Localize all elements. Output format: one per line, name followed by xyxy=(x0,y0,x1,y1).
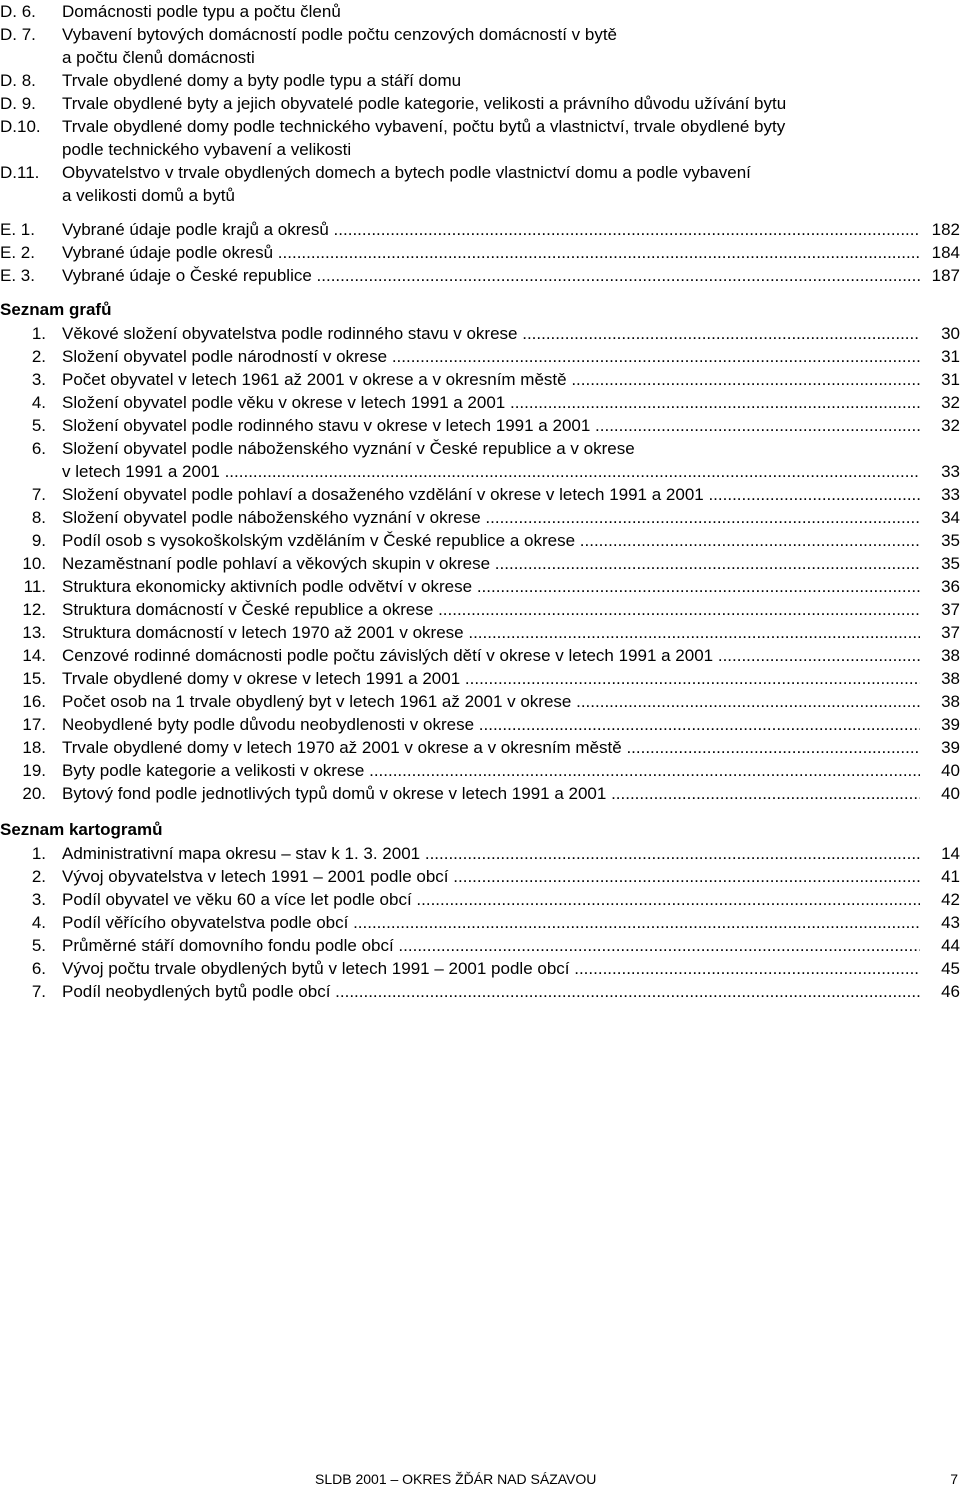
list-item xyxy=(0,911,960,934)
list-item xyxy=(0,759,960,782)
item-page: 38 xyxy=(941,669,960,688)
item-page: 31 xyxy=(941,347,960,366)
item-page: 184 xyxy=(931,243,960,262)
table-list-grafy xyxy=(0,322,960,805)
list-item xyxy=(0,0,960,23)
item-number: E. 2. xyxy=(0,243,35,262)
list-item xyxy=(0,218,960,241)
item-page: 32 xyxy=(941,416,960,435)
item-number: 20. xyxy=(22,784,46,803)
item-number: 5. xyxy=(31,416,46,435)
item-page: 37 xyxy=(941,600,960,619)
item-title: Struktura domácností v České republice a okrese ..... xyxy=(62,598,920,621)
item-page: 38 xyxy=(941,646,960,665)
item-number: 5. xyxy=(31,936,46,955)
item-title: Bytový fond podle jednotlivých typů domů v okrese v letech 1991 a 2001 ..... xyxy=(62,782,920,805)
item-number: D.11. xyxy=(0,163,40,182)
item-page: 34 xyxy=(941,508,960,527)
item-number: 6. xyxy=(31,959,46,978)
item-number: 3. xyxy=(31,370,46,389)
item-title: Neobydlené byty podle důvodu neobydlenosti v okrese ..... xyxy=(62,713,920,736)
item-title: Trvale obydlené domy a byty podle typu a stáří domu xyxy=(62,71,462,90)
item-title-continuation: podle technického vybavení a velikosti xyxy=(62,140,352,159)
list-item xyxy=(0,506,960,529)
item-number: 4. xyxy=(31,913,46,932)
item-title: Vývoj obyvatelstva v letech 1991 – 2001 podle obcí ..... xyxy=(62,865,920,888)
item-page: 33 xyxy=(941,462,960,481)
item-title: Složení obyvatel podle pohlaví a dosaženého vzdělání v okrese v letech 1991 a 2001 ..... xyxy=(62,483,920,506)
page-footer xyxy=(0,1471,960,1491)
item-title: Obyvatelstvo v trvale obydlených domech a bytech podle vlastnictví domu a podle vybavení xyxy=(62,163,751,182)
item-title-continuation: a počtu členů domácnosti xyxy=(62,48,255,67)
list-item xyxy=(0,888,960,911)
item-number: 1. xyxy=(31,844,46,863)
list-item xyxy=(0,865,960,888)
section-heading-grafy: Seznam grafů xyxy=(0,300,112,319)
item-page: 35 xyxy=(941,531,960,550)
list-item xyxy=(0,934,960,957)
item-title: Vybrané údaje o České republice ..... xyxy=(62,264,920,287)
list-item xyxy=(0,644,960,667)
item-title: Počet osob na 1 trvale obydlený byt v letech 1961 až 2001 v okrese ..... xyxy=(62,690,920,713)
item-page: 39 xyxy=(941,715,960,734)
item-title: Složení obyvatel podle věku v okrese v letech 1991 a 2001 ..... xyxy=(62,391,920,414)
item-number: 16. xyxy=(22,692,46,711)
item-page: 37 xyxy=(941,623,960,642)
list-item-continuation xyxy=(0,138,960,161)
item-title: Byty podle kategorie a velikosti v okrese ..... xyxy=(62,759,920,782)
item-title: Cenzové rodinné domácnosti podle počtu závislých dětí v okrese v letech 1991 a 2001 ..... xyxy=(62,644,920,667)
list-item xyxy=(0,529,960,552)
list-item xyxy=(0,69,960,92)
item-title-continuation: v letech 1991 a 2001 ..... xyxy=(62,460,920,483)
item-number: 4. xyxy=(31,393,46,412)
item-title: Vývoj počtu trvale obydlených bytů v letech 1991 – 2001 podle obcí ..... xyxy=(62,957,920,980)
list-item xyxy=(0,368,960,391)
item-title: Vybrané údaje podle okresů ..... xyxy=(62,241,920,264)
list-item xyxy=(0,483,960,506)
item-number: 17. xyxy=(22,715,46,734)
list-item xyxy=(0,842,960,865)
item-number: 19. xyxy=(22,761,46,780)
item-number: 2. xyxy=(31,347,46,366)
item-number: 11. xyxy=(23,577,46,596)
item-number: 15. xyxy=(22,669,46,688)
item-title: Struktura domácností v letech 1970 až 2001 v okrese ..... xyxy=(62,621,920,644)
table-list-d xyxy=(0,0,960,207)
item-page: 31 xyxy=(941,370,960,389)
item-title: Složení obyvatel podle národností v okrese ..... xyxy=(62,345,920,368)
item-number: 8. xyxy=(31,508,46,527)
list-item xyxy=(0,957,960,980)
item-page: 44 xyxy=(941,936,960,955)
item-title: Nezaměstnaní podle pohlaví a věkových skupin v okrese ..... xyxy=(62,552,920,575)
item-number: 14. xyxy=(22,646,46,665)
item-number: D. 6. xyxy=(0,2,36,21)
item-page: 41 xyxy=(941,867,960,886)
list-item xyxy=(0,161,960,184)
item-title-continuation: a velikosti domů a bytů xyxy=(62,186,235,205)
item-title: Administrativní mapa okresu – stav k 1. 3. 2001 ..... xyxy=(62,842,920,865)
list-item xyxy=(0,414,960,437)
list-item xyxy=(0,575,960,598)
item-page: 38 xyxy=(941,692,960,711)
item-title: Trvale obydlené domy v okrese v letech 1991 a 2001 ..... xyxy=(62,667,920,690)
item-number: D. 7. xyxy=(0,25,36,44)
item-number: D. 8. xyxy=(0,71,36,90)
item-number: D. 9. xyxy=(0,94,36,113)
list-item-continuation xyxy=(0,46,960,69)
list-item xyxy=(0,667,960,690)
item-title: Trvale obydlené byty a jejich obyvatelé podle kategorie, velikosti a právního důvodu užívání bytu xyxy=(62,94,787,113)
item-title: Domácnosti podle typu a počtu členů xyxy=(62,2,341,21)
list-item xyxy=(0,23,960,46)
item-title: Počet obyvatel v letech 1961 až 2001 v okrese a v okresním městě ..... xyxy=(62,368,920,391)
section-heading-kartogramy: Seznam kartogramů xyxy=(0,820,163,839)
footer-page-number: 7 xyxy=(950,1471,958,1487)
item-number: 7. xyxy=(31,485,46,504)
item-number: D.10. xyxy=(0,117,41,136)
item-number: E. 3. xyxy=(0,266,35,285)
item-number: 9. xyxy=(31,531,46,550)
list-item xyxy=(0,552,960,575)
list-item xyxy=(0,713,960,736)
item-number: 10. xyxy=(22,554,46,573)
item-number: 12. xyxy=(22,600,46,619)
list-item xyxy=(0,92,960,115)
item-page: 39 xyxy=(941,738,960,757)
list-item xyxy=(0,345,960,368)
item-title: Vybavení bytových domácností podle počtu cenzových domácností v bytě xyxy=(62,25,618,44)
list-item xyxy=(0,391,960,414)
item-number: 7. xyxy=(31,982,46,1001)
item-number: 3. xyxy=(31,890,46,909)
item-page: 42 xyxy=(941,890,960,909)
list-item xyxy=(0,241,960,264)
list-item xyxy=(0,322,960,345)
item-page: 46 xyxy=(941,982,960,1001)
list-item xyxy=(0,264,960,287)
item-page: 182 xyxy=(931,220,960,239)
item-page: 45 xyxy=(941,959,960,978)
item-title: Trvale obydlené domy v letech 1970 až 2001 v okrese a v okresním městě ..... xyxy=(62,736,920,759)
item-number: 6. xyxy=(31,439,46,458)
item-number: E. 1. xyxy=(0,220,35,239)
item-title: Podíl neobydlených bytů podle obcí ..... xyxy=(62,980,920,1003)
list-item xyxy=(0,598,960,621)
list-item-continuation xyxy=(0,184,960,207)
item-page: 14 xyxy=(941,844,960,863)
list-item xyxy=(0,115,960,138)
item-title: Věkové složení obyvatelstva podle rodinného stavu v okrese ..... xyxy=(62,322,920,345)
item-page: 40 xyxy=(941,761,960,780)
item-number: 1. xyxy=(31,324,46,343)
item-page: 32 xyxy=(941,393,960,412)
item-page: 40 xyxy=(941,784,960,803)
item-title: Podíl věřícího obyvatelstva podle obcí ..... xyxy=(62,911,920,934)
item-title: Vybrané údaje podle krajů a okresů ..... xyxy=(62,218,920,241)
item-page: 187 xyxy=(931,266,960,285)
item-number: 2. xyxy=(31,867,46,886)
list-item xyxy=(0,782,960,805)
item-page: 30 xyxy=(941,324,960,343)
item-title: Podíl osob s vysokoškolským vzděláním v České republice a okrese ..... xyxy=(62,529,920,552)
item-title: Podíl obyvatel ve věku 60 a více let podle obcí ..... xyxy=(62,888,920,911)
item-number: 18. xyxy=(22,738,46,757)
item-page: 36 xyxy=(941,577,960,596)
item-title: Trvale obydlené domy podle technického vybavení, počtu bytů a vlastnictví, trvale obydlené byty xyxy=(62,117,786,136)
list-item xyxy=(0,621,960,644)
item-title: Struktura ekonomicky aktivních podle odvětví v okrese ..... xyxy=(62,575,920,598)
table-list-kartogramy xyxy=(0,842,960,1003)
footer-title: SLDB 2001 – OKRES ŽĎÁR NAD SÁZAVOU xyxy=(315,1471,597,1487)
item-number: 13. xyxy=(22,623,46,642)
table-list-e xyxy=(0,218,960,287)
item-page: 35 xyxy=(941,554,960,573)
list-item xyxy=(0,736,960,759)
item-page: 33 xyxy=(941,485,960,504)
list-item xyxy=(0,437,960,483)
list-item xyxy=(0,980,960,1003)
item-title: Složení obyvatel podle rodinného stavu v okrese v letech 1991 a 2001 ..... xyxy=(62,414,920,437)
item-title: Složení obyvatel podle náboženského vyznání v České republice a v okrese xyxy=(62,439,635,458)
item-page: 43 xyxy=(941,913,960,932)
item-title: Složení obyvatel podle náboženského vyznání v okrese ..... xyxy=(62,506,920,529)
list-item xyxy=(0,690,960,713)
item-title: Průměrné stáří domovního fondu podle obcí ..... xyxy=(62,934,920,957)
